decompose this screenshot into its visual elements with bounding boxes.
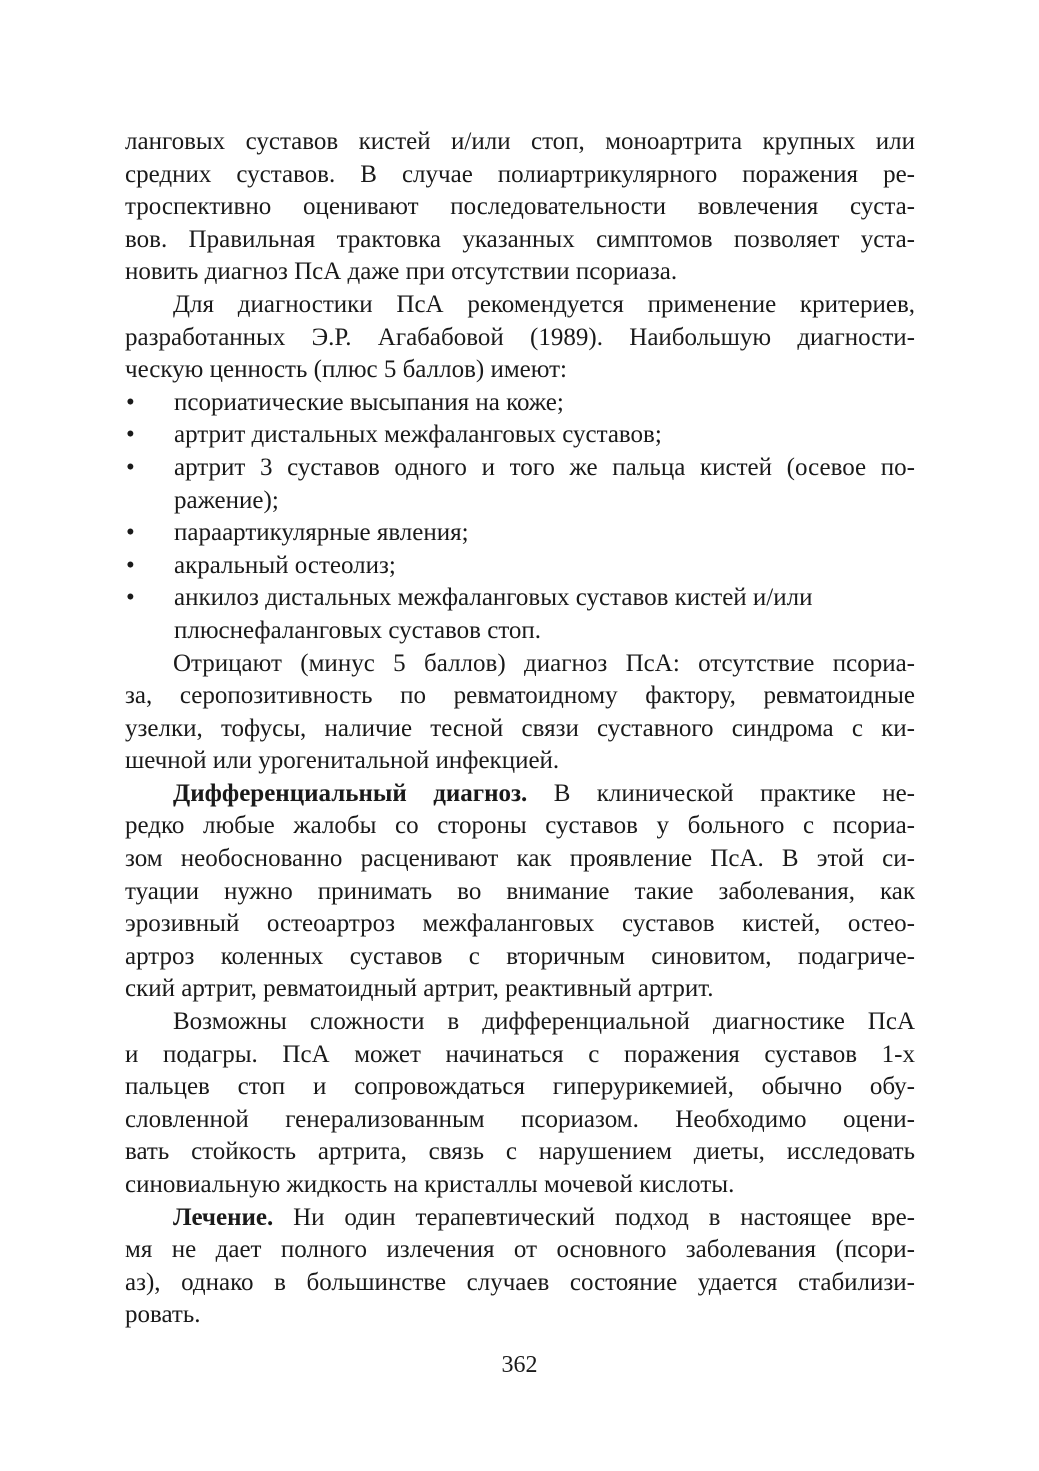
text-line: средних суставов. В случае полиартрикулярного поражения ре- <box>125 160 915 188</box>
text-line: и подагры. ПсА может начинаться с поражения суставов 1-х <box>125 1040 915 1068</box>
list-item <box>125 419 915 452</box>
text-line: троспективно оценивают последовательности вовлечения суста- <box>125 193 915 221</box>
text-line: пальцев стоп и сопровождаться гиперурикемией, обычно обу- <box>125 1073 915 1101</box>
bullet-marker: • <box>126 551 135 579</box>
text-line: вов. Правильная трактовка указанных симптомов позволяет уста- <box>125 225 915 253</box>
text-line: словленной генерализованным псориазом. Необходимо оцени- <box>125 1105 915 1133</box>
text-line: новить диагноз ПсА даже при отсутствии псориаза. <box>125 258 678 286</box>
list-item-text: артрит дистальных межфаланговых суставов; <box>174 421 662 449</box>
list-item <box>125 387 915 420</box>
text-line: Возможны сложности в дифференциальной диагностике ПсА <box>173 1008 915 1036</box>
paragraph-treatment <box>125 1202 915 1332</box>
page-number: 362 <box>501 1352 538 1378</box>
bullet-marker: • <box>126 388 135 416</box>
text-line: ровать. <box>125 1301 201 1329</box>
text-line: Отрицают (минус 5 баллов) диагноз ПсА: отсутствие псориа- <box>173 649 915 677</box>
list-item <box>125 582 915 647</box>
list-item-text: псориатические высыпания на коже; <box>174 388 564 416</box>
paragraph-gout <box>125 1006 915 1202</box>
section-heading: Лечение. <box>173 1203 274 1231</box>
list-item <box>125 452 915 517</box>
list-item-text: анкилоз дистальных межфаланговых суставов кистей и/или <box>174 584 813 612</box>
text-line <box>125 1202 915 1235</box>
text-line: туации нужно принимать во внимание такие заболевания, как <box>125 877 915 905</box>
list-item-text: ражение); <box>174 486 279 514</box>
paragraph-criteria <box>125 289 915 387</box>
text-line: шечной или урогенитальной инфекцией. <box>125 747 560 775</box>
list-item-text: параартикулярные явления; <box>174 519 469 547</box>
paragraph-differential-diagnosis <box>125 778 915 1006</box>
list-item-text: акральный остеолиз; <box>174 551 396 579</box>
text-line: за, серопозитивность по ревматоидному фактору, ревматоидные <box>125 682 915 710</box>
text-line: мя не дает полного излечения от основного заболевания (псори- <box>125 1236 915 1264</box>
text-line: ческую ценность (плюс 5 баллов) имеют: <box>125 356 567 384</box>
page-body <box>125 126 915 1332</box>
text-line: синовиальную жидкость на кристаллы мочевой кислоты. <box>125 1171 735 1198</box>
text-line: Для диагностики ПсА рекомендуется применение критериев, <box>173 290 915 318</box>
text-line: разработанных Э.Р. Агабабовой (1989). Наибольшую диагности- <box>125 323 915 351</box>
text-line <box>125 778 915 811</box>
bullet-marker: • <box>126 453 135 481</box>
text-line: эрозивный остеоартроз межфаланговых суставов кистей, остео- <box>125 910 915 938</box>
bullet-marker: • <box>126 519 135 547</box>
text-line: ский артрит, ревматоидный артрит, реактивный артрит. <box>125 975 714 1003</box>
paragraph-intro <box>125 126 915 289</box>
section-heading: Дифференциальный диагноз. <box>173 779 528 807</box>
list-item-text: артрит 3 суставов одного и того же пальца кистей (осевое по- <box>174 453 915 481</box>
text-line: узелки, тофусы, наличие тесной связи суставного синдрома с ки- <box>125 714 915 742</box>
text-line: редко любые жалобы со стороны суставов у больного с псориа- <box>125 812 915 840</box>
bullet-marker: • <box>126 584 135 612</box>
text-line: аз), однако в большинстве случаев состояние удается стабилизи- <box>125 1268 915 1296</box>
criteria-list <box>125 387 915 648</box>
text-fragment: В клинической практике не- <box>527 779 916 807</box>
text-line: вать стойкость артрита, связь с нарушением диеты, исследовать <box>125 1138 915 1166</box>
paragraph-exclusion <box>125 648 915 778</box>
list-item <box>125 550 915 583</box>
text-line: артроз коленных суставов с вторичным синовитом, подагриче- <box>125 942 915 970</box>
text-fragment: Ни один терапевтический подход в настоящее вре- <box>273 1203 915 1231</box>
list-item <box>125 517 915 550</box>
bullet-marker: • <box>126 421 135 449</box>
list-item-text: плюснефаланговых суставов стоп. <box>174 616 542 644</box>
text-line: ланговых суставов кистей и/или стоп, моноартрита крупных или <box>125 128 915 155</box>
text-line: зом необоснованно расценивают как проявление ПсА. В этой си- <box>125 845 915 873</box>
